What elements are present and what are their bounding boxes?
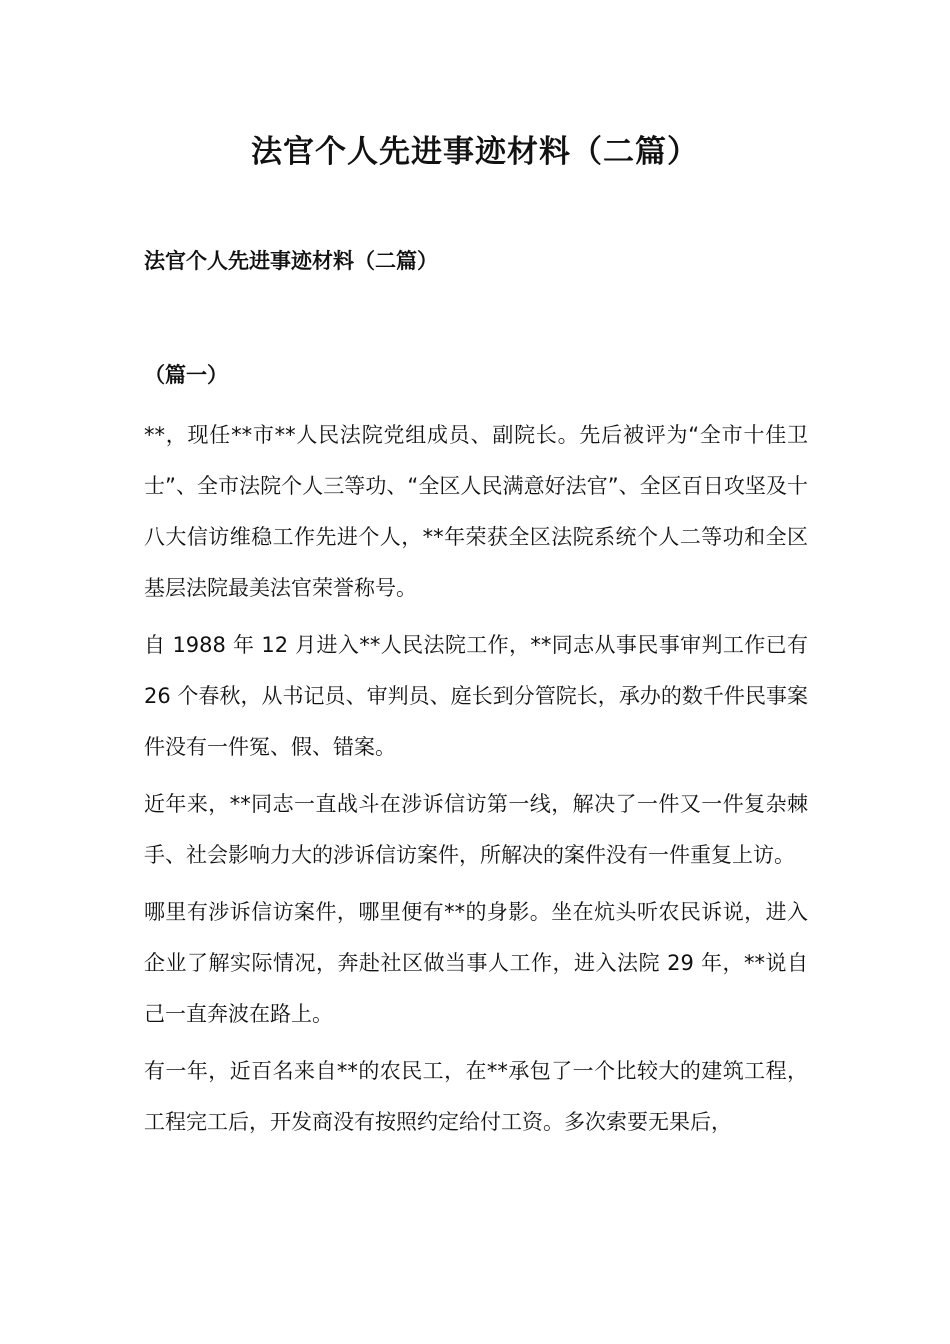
paragraph-4: 哪里有涉诉信访案件，哪里便有**的身影。坐在炕头听农民诉说，进入企业了解实际情况，奔赴社区做当事人工作，进入法院 29 年，**说自己一直奔波在路上。: [144, 900, 808, 1026]
section-label: （篇一）: [144, 363, 228, 387]
paragraph-3: 近年来，**同志一直战斗在涉诉信访第一线，解决了一件又一件复杂棘手、社会影响力大的涉诉信访案件，所解决的案件没有一件重复上访。: [144, 792, 808, 867]
document-subtitle: 法官个人先进事迹材料（二篇）: [144, 249, 438, 273]
paragraph-5: 有一年，近百名来自**的农民工，在**承包了一个比较大的建筑工程，工程完工后，开发商没有按照约定给付工资。多次索要无果后，: [144, 1059, 808, 1134]
paragraph-2: 自 1988 年 12 月进入**人民法院工作，**同志从事民事审判工作已有 26 个春秋，从书记员、审判员、庭长到分管院长，承办的数千件民事案件没有一件冤、假、错案。: [144, 633, 808, 759]
paragraph-1: **，现任**市**人民法院党组成员、副院长。先后被评为“全市十佳卫士”、全市法院个人三等功、“全区人民满意好法官”、全区百日攻坚及十八大信访维稳工作先进个人，**年荣获全区法院系统个人二等功和全区基层法院最美法官荣誉称号。: [144, 423, 808, 600]
document-body: [144, 410, 808, 1154]
document-title: 法官个人先进事迹材料（二篇）: [251, 134, 699, 170]
